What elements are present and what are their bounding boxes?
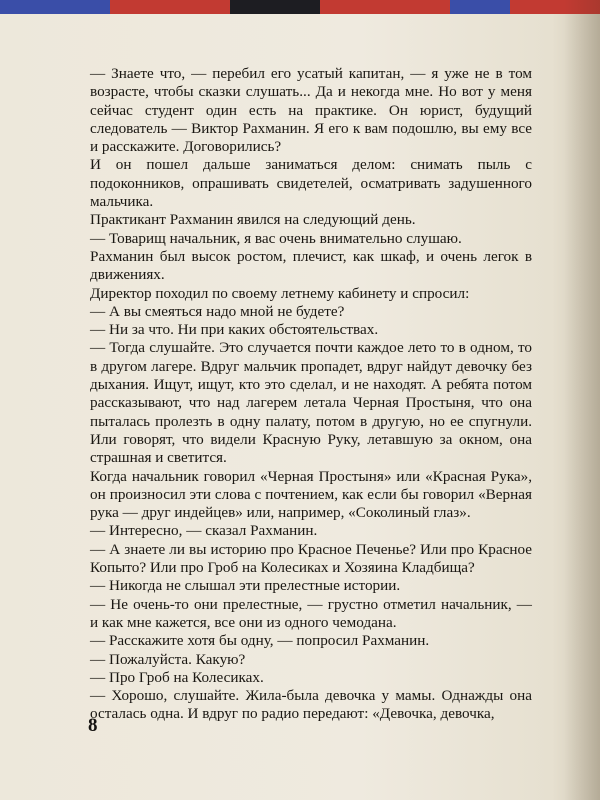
paragraph: — Пожалуйста. Какую? [90, 650, 246, 668]
strip-segment [450, 0, 510, 14]
paragraph: Директор походил по своему летнему кабинету и спросил: [90, 284, 470, 302]
paragraph: Практикант Рахманин явился на следующий день. [90, 211, 416, 229]
paragraph: — Знаете что, — перебил его усатый капитан, — я уже не в том возрасте, чтобы сказки слушать... Да и некогда мне. Но вот у меня сейчас студент один есть на практике. Он юрист, будущий следователь — Виктор Рахманин. Я его к вам подошлю, вы ему все и расскажите. Договорились? [90, 65, 532, 156]
body-text [90, 65, 532, 724]
paragraph: — Не очень-то они прелестные, — грустно отметил начальник, — и как мне кажется, все они из одного чемодана. [90, 595, 532, 631]
strip-segment [0, 0, 110, 14]
paragraph: — Про Гроб на Колесиках. [90, 668, 264, 686]
paragraph: — Товарищ начальник, я вас очень внимательно слушаю. [90, 229, 462, 247]
paragraph: Рахманин был высок ростом, плечист, как шкаф, и очень легок в движениях. [90, 247, 532, 284]
paragraph: — Хорошо, слушайте. Жила-была девочка у мамы. Однажды она осталась одна. И вдруг по радио передают: «Девочка, девочка, [90, 687, 532, 723]
paragraph: — Интересно, — сказал Рахманин. [90, 522, 318, 540]
strip-segment [230, 0, 320, 14]
paragraph: — А вы смеяться надо мной не будете? [90, 302, 345, 320]
paragraph: — Ни за что. Ни при каких обстоятельствах. [90, 321, 379, 339]
cover-color-strip [0, 0, 600, 14]
strip-segment [110, 0, 230, 14]
page-number: 8 [88, 715, 98, 736]
strip-segment [320, 0, 450, 14]
paragraph: — Расскажите хотя бы одну, — попросил Рахманин. [90, 632, 430, 650]
paragraph: — А знаете ли вы историю про Красное Печенье? Или про Красное Копыто? Или про Гроб на Колесиках и Хозяина Кладбища? [90, 540, 532, 577]
paragraph: — Никогда не слышал эти прелестные истории. [90, 577, 401, 595]
paragraph: И он пошел дальше заниматься делом: снимать пыль с подоконников, опрашивать свидетелей, осматривать задушенного мальчика. [90, 156, 532, 211]
paragraph: — Тогда слушайте. Это случается почти каждое лето то в одном, то в другом лагере. Вдруг мальчик пропадет, вдруг найдут девочку без дыхания. Ищут, ищут, кто это сделал, и не находят. А ребята потом рассказывают, что над лагерем летала Черная Простыня, что она пыталась пролезть в одну палату, потом в другую, но ее спугнули. Или говорят, что видели Красную Руку, летавшую за окном, она страшная и светится. [90, 339, 532, 467]
spine-shadow [564, 0, 600, 800]
paragraph: Когда начальник говорил «Черная Простыня» или «Красная Рука», он произносил эти слова с почтением, как если бы говорил «Верная рука — друг индейцев» или, например, «Соколиный глаз». [90, 467, 532, 522]
